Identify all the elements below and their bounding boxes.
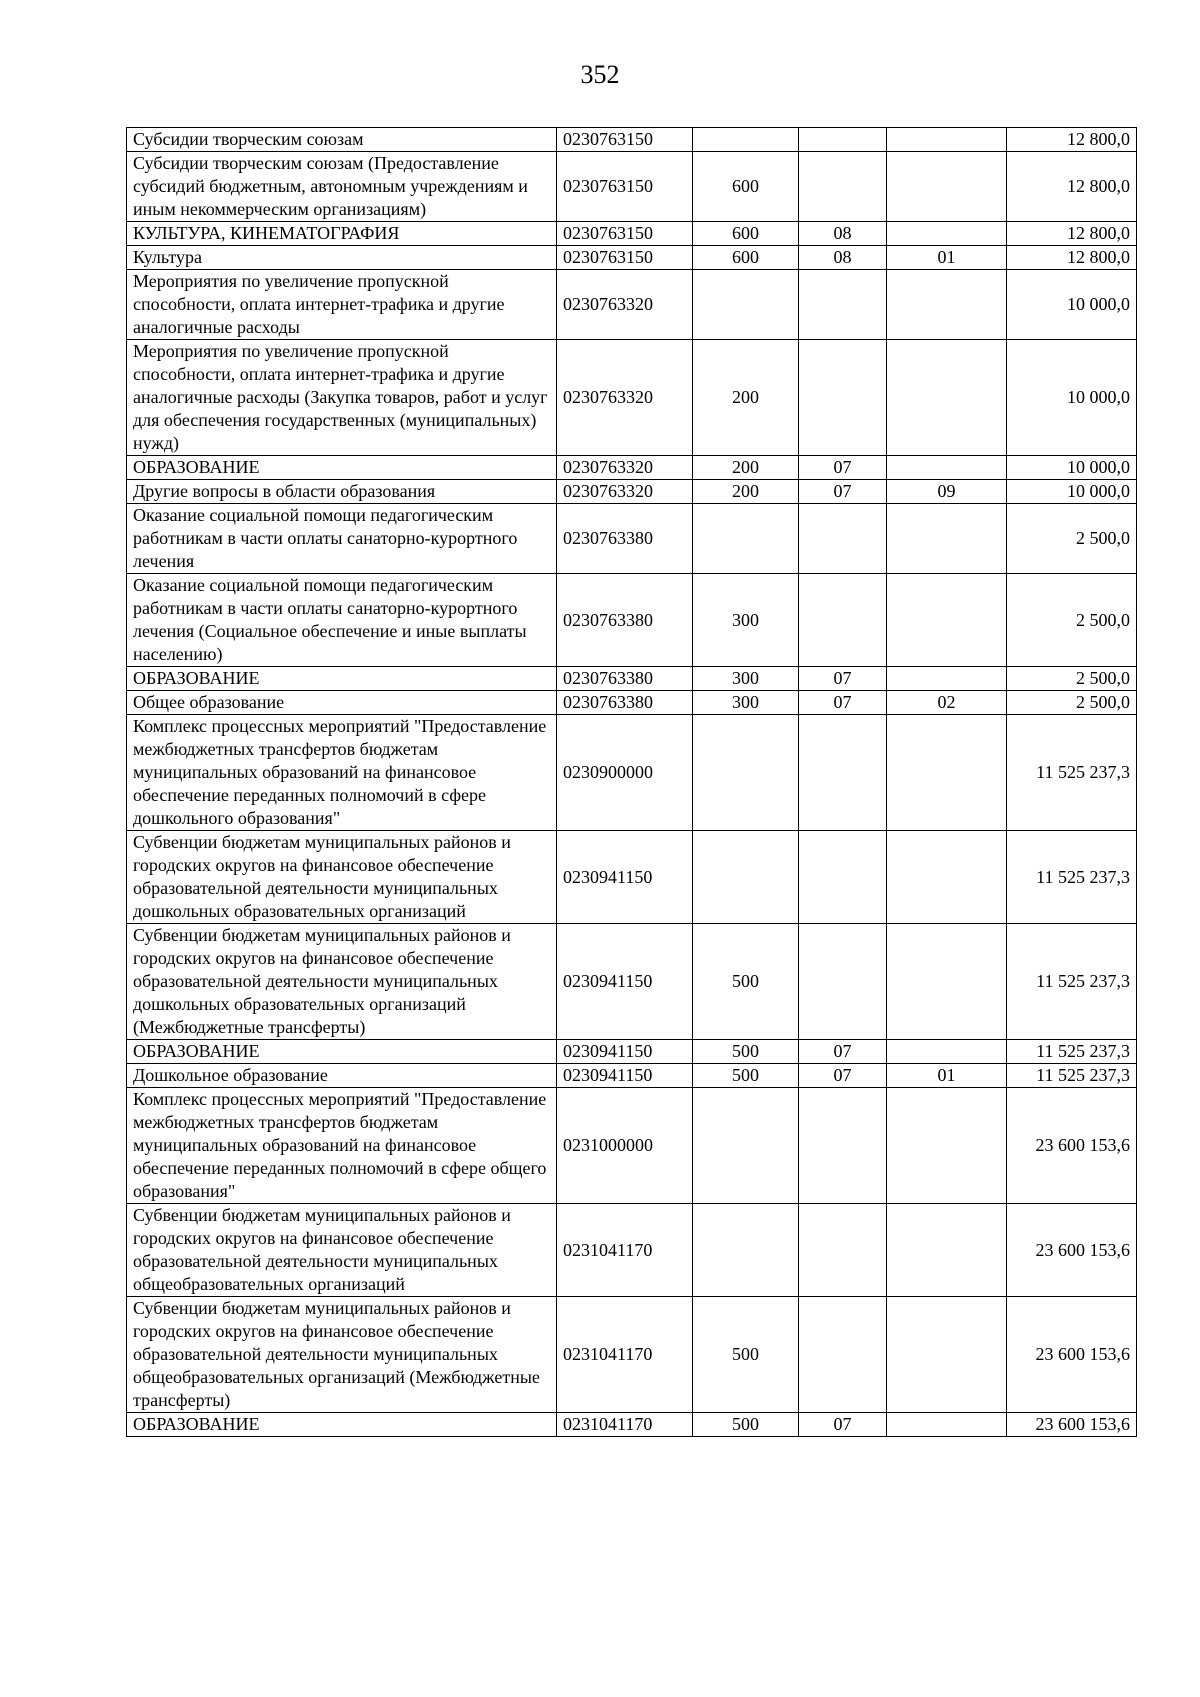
row-expense-type-cell: 200 bbox=[693, 456, 799, 480]
row-code-cell: 0230763150 bbox=[557, 128, 693, 152]
row-name-cell: Комплекс процессных мероприятий "Предоставление межбюджетных трансфертов бюджетам муниципальных образований на финансовое обеспечение переданных полномочий в сфере дошкольного образования" bbox=[127, 715, 557, 831]
row-subsection-cell bbox=[887, 456, 1007, 480]
row-section-cell: 07 bbox=[799, 667, 887, 691]
row-subsection-cell: 01 bbox=[887, 1064, 1007, 1088]
row-name-cell: Комплекс процессных мероприятий "Предоставление межбюджетных трансфертов бюджетам муниципальных образований на финансовое обеспечение переданных полномочий в сфере общего образования" bbox=[127, 1088, 557, 1204]
row-section-cell bbox=[799, 152, 887, 222]
row-subsection-cell bbox=[887, 1413, 1007, 1437]
row-code-cell: 0230763320 bbox=[557, 480, 693, 504]
row-name-cell: Оказание социальной помощи педагогическим работникам в части оплаты санаторно-курортного лечения (Социальное обеспечение и иные выплаты населению) bbox=[127, 574, 557, 667]
row-amount-cell: 10 000,0 bbox=[1007, 456, 1137, 480]
row-section-cell bbox=[799, 270, 887, 340]
row-name-cell: Субсидии творческим союзам bbox=[127, 128, 557, 152]
row-amount-cell: 10 000,0 bbox=[1007, 270, 1137, 340]
table-row bbox=[127, 715, 1137, 831]
row-subsection-cell: 01 bbox=[887, 246, 1007, 270]
row-name-cell: Субсидии творческим союзам (Предоставление субсидий бюджетным, автономным учреждениям и иным некоммерческим организациям) bbox=[127, 152, 557, 222]
row-subsection-cell bbox=[887, 1297, 1007, 1413]
table-row bbox=[127, 456, 1137, 480]
row-section-cell bbox=[799, 1204, 887, 1297]
table-row bbox=[127, 152, 1137, 222]
row-expense-type-cell: 500 bbox=[693, 924, 799, 1040]
row-code-cell: 0230941150 bbox=[557, 831, 693, 924]
row-subsection-cell: 02 bbox=[887, 691, 1007, 715]
table-row bbox=[127, 222, 1137, 246]
row-amount-cell: 10 000,0 bbox=[1007, 340, 1137, 456]
row-section-cell: 07 bbox=[799, 456, 887, 480]
row-amount-cell: 23 600 153,6 bbox=[1007, 1204, 1137, 1297]
row-expense-type-cell: 600 bbox=[693, 246, 799, 270]
row-section-cell: 07 bbox=[799, 691, 887, 715]
row-name-cell: ОБРАЗОВАНИЕ bbox=[127, 667, 557, 691]
row-amount-cell: 11 525 237,3 bbox=[1007, 831, 1137, 924]
row-amount-cell: 12 800,0 bbox=[1007, 152, 1137, 222]
row-subsection-cell bbox=[887, 1040, 1007, 1064]
row-subsection-cell bbox=[887, 574, 1007, 667]
table-row bbox=[127, 270, 1137, 340]
table-row bbox=[127, 667, 1137, 691]
row-code-cell: 0230763380 bbox=[557, 574, 693, 667]
row-code-cell: 0231041170 bbox=[557, 1297, 693, 1413]
row-subsection-cell bbox=[887, 1204, 1007, 1297]
row-section-cell: 07 bbox=[799, 480, 887, 504]
row-section-cell: 07 bbox=[799, 1040, 887, 1064]
row-code-cell: 0230763320 bbox=[557, 340, 693, 456]
row-amount-cell: 2 500,0 bbox=[1007, 574, 1137, 667]
budget-table-body bbox=[127, 128, 1137, 1437]
table-row bbox=[127, 1088, 1137, 1204]
row-amount-cell: 12 800,0 bbox=[1007, 128, 1137, 152]
row-name-cell: Культура bbox=[127, 246, 557, 270]
row-name-cell: Дошкольное образование bbox=[127, 1064, 557, 1088]
table-row bbox=[127, 128, 1137, 152]
row-amount-cell: 12 800,0 bbox=[1007, 246, 1137, 270]
table-row bbox=[127, 924, 1137, 1040]
row-amount-cell: 12 800,0 bbox=[1007, 222, 1137, 246]
row-code-cell: 0230763320 bbox=[557, 456, 693, 480]
row-code-cell: 0230900000 bbox=[557, 715, 693, 831]
row-name-cell: Оказание социальной помощи педагогическим работникам в части оплаты санаторно-курортного лечения bbox=[127, 504, 557, 574]
row-amount-cell: 2 500,0 bbox=[1007, 667, 1137, 691]
table-row bbox=[127, 1064, 1137, 1088]
row-amount-cell: 23 600 153,6 bbox=[1007, 1088, 1137, 1204]
row-code-cell: 0230763150 bbox=[557, 152, 693, 222]
row-expense-type-cell: 600 bbox=[693, 222, 799, 246]
row-expense-type-cell bbox=[693, 1204, 799, 1297]
row-expense-type-cell bbox=[693, 504, 799, 574]
row-expense-type-cell: 200 bbox=[693, 340, 799, 456]
row-section-cell: 08 bbox=[799, 246, 887, 270]
budget-table bbox=[126, 127, 1137, 1437]
row-section-cell bbox=[799, 715, 887, 831]
row-subsection-cell bbox=[887, 831, 1007, 924]
row-section-cell bbox=[799, 1297, 887, 1413]
row-code-cell: 0231000000 bbox=[557, 1088, 693, 1204]
row-subsection-cell bbox=[887, 504, 1007, 574]
row-subsection-cell bbox=[887, 340, 1007, 456]
row-amount-cell: 11 525 237,3 bbox=[1007, 924, 1137, 1040]
row-section-cell bbox=[799, 1088, 887, 1204]
row-expense-type-cell bbox=[693, 1088, 799, 1204]
table-row bbox=[127, 1297, 1137, 1413]
row-code-cell: 0230763380 bbox=[557, 667, 693, 691]
row-code-cell: 0230763380 bbox=[557, 504, 693, 574]
row-section-cell: 08 bbox=[799, 222, 887, 246]
row-expense-type-cell: 500 bbox=[693, 1413, 799, 1437]
row-amount-cell: 2 500,0 bbox=[1007, 691, 1137, 715]
row-section-cell bbox=[799, 574, 887, 667]
row-amount-cell: 2 500,0 bbox=[1007, 504, 1137, 574]
row-code-cell: 0230763320 bbox=[557, 270, 693, 340]
row-expense-type-cell: 200 bbox=[693, 480, 799, 504]
table-row bbox=[127, 480, 1137, 504]
page-number: 352 bbox=[580, 60, 620, 89]
table-row bbox=[127, 246, 1137, 270]
table-row bbox=[127, 691, 1137, 715]
row-name-cell: Мероприятия по увеличение пропускной способности, оплата интернет-трафика и другие аналогичные расходы (Закупка товаров, работ и услуг для обеспечения государственных (муниципальных) нужд) bbox=[127, 340, 557, 456]
row-code-cell: 0230941150 bbox=[557, 1064, 693, 1088]
row-code-cell: 0230941150 bbox=[557, 924, 693, 1040]
row-subsection-cell bbox=[887, 222, 1007, 246]
row-name-cell: Общее образование bbox=[127, 691, 557, 715]
row-amount-cell: 10 000,0 bbox=[1007, 480, 1137, 504]
row-code-cell: 0230763150 bbox=[557, 246, 693, 270]
row-amount-cell: 23 600 153,6 bbox=[1007, 1413, 1137, 1437]
row-code-cell: 0230763150 bbox=[557, 222, 693, 246]
row-amount-cell: 11 525 237,3 bbox=[1007, 1064, 1137, 1088]
row-amount-cell: 11 525 237,3 bbox=[1007, 1040, 1137, 1064]
row-subsection-cell bbox=[887, 1088, 1007, 1204]
row-section-cell: 07 bbox=[799, 1413, 887, 1437]
row-expense-type-cell bbox=[693, 831, 799, 924]
row-expense-type-cell bbox=[693, 715, 799, 831]
row-section-cell bbox=[799, 128, 887, 152]
row-section-cell bbox=[799, 831, 887, 924]
row-name-cell: ОБРАЗОВАНИЕ bbox=[127, 1040, 557, 1064]
row-name-cell: Субвенции бюджетам муниципальных районов и городских округов на финансовое обеспечение образовательной деятельности муниципальных дошкольных образовательных организаций (Межбюджетные трансферты) bbox=[127, 924, 557, 1040]
row-expense-type-cell bbox=[693, 270, 799, 340]
row-subsection-cell bbox=[887, 152, 1007, 222]
row-expense-type-cell: 500 bbox=[693, 1297, 799, 1413]
row-subsection-cell bbox=[887, 667, 1007, 691]
table-row bbox=[127, 831, 1137, 924]
row-expense-type-cell bbox=[693, 128, 799, 152]
table-row bbox=[127, 1413, 1137, 1437]
row-section-cell bbox=[799, 340, 887, 456]
row-amount-cell: 11 525 237,3 bbox=[1007, 715, 1137, 831]
row-subsection-cell bbox=[887, 128, 1007, 152]
row-name-cell: Другие вопросы в области образования bbox=[127, 480, 557, 504]
row-section-cell bbox=[799, 924, 887, 1040]
table-row bbox=[127, 504, 1137, 574]
row-code-cell: 0231041170 bbox=[557, 1413, 693, 1437]
row-code-cell: 0230763380 bbox=[557, 691, 693, 715]
row-section-cell: 07 bbox=[799, 1064, 887, 1088]
row-name-cell: Субвенции бюджетам муниципальных районов и городских округов на финансовое обеспечение образовательной деятельности муниципальных дошкольных образовательных организаций bbox=[127, 831, 557, 924]
row-code-cell: 0230941150 bbox=[557, 1040, 693, 1064]
row-expense-type-cell: 300 bbox=[693, 667, 799, 691]
row-subsection-cell bbox=[887, 715, 1007, 831]
row-expense-type-cell: 300 bbox=[693, 691, 799, 715]
table-row bbox=[127, 340, 1137, 456]
row-name-cell: КУЛЬТУРА, КИНЕМАТОГРАФИЯ bbox=[127, 222, 557, 246]
table-row bbox=[127, 574, 1137, 667]
row-expense-type-cell: 500 bbox=[693, 1040, 799, 1064]
row-expense-type-cell: 300 bbox=[693, 574, 799, 667]
row-subsection-cell bbox=[887, 924, 1007, 1040]
row-name-cell: Субвенции бюджетам муниципальных районов и городских округов на финансовое обеспечение образовательной деятельности муниципальных общеобразовательных организаций (Межбюджетные трансферты) bbox=[127, 1297, 557, 1413]
table-row bbox=[127, 1204, 1137, 1297]
row-name-cell: ОБРАЗОВАНИЕ bbox=[127, 456, 557, 480]
row-name-cell: ОБРАЗОВАНИЕ bbox=[127, 1413, 557, 1437]
row-name-cell: Мероприятия по увеличение пропускной способности, оплата интернет-трафика и другие аналогичные расходы bbox=[127, 270, 557, 340]
table-row bbox=[127, 1040, 1137, 1064]
row-expense-type-cell: 600 bbox=[693, 152, 799, 222]
row-code-cell: 0231041170 bbox=[557, 1204, 693, 1297]
row-name-cell: Субвенции бюджетам муниципальных районов и городских округов на финансовое обеспечение образовательной деятельности муниципальных общеобразовательных организаций bbox=[127, 1204, 557, 1297]
row-section-cell bbox=[799, 504, 887, 574]
row-subsection-cell: 09 bbox=[887, 480, 1007, 504]
row-subsection-cell bbox=[887, 270, 1007, 340]
row-amount-cell: 23 600 153,6 bbox=[1007, 1297, 1137, 1413]
row-expense-type-cell: 500 bbox=[693, 1064, 799, 1088]
